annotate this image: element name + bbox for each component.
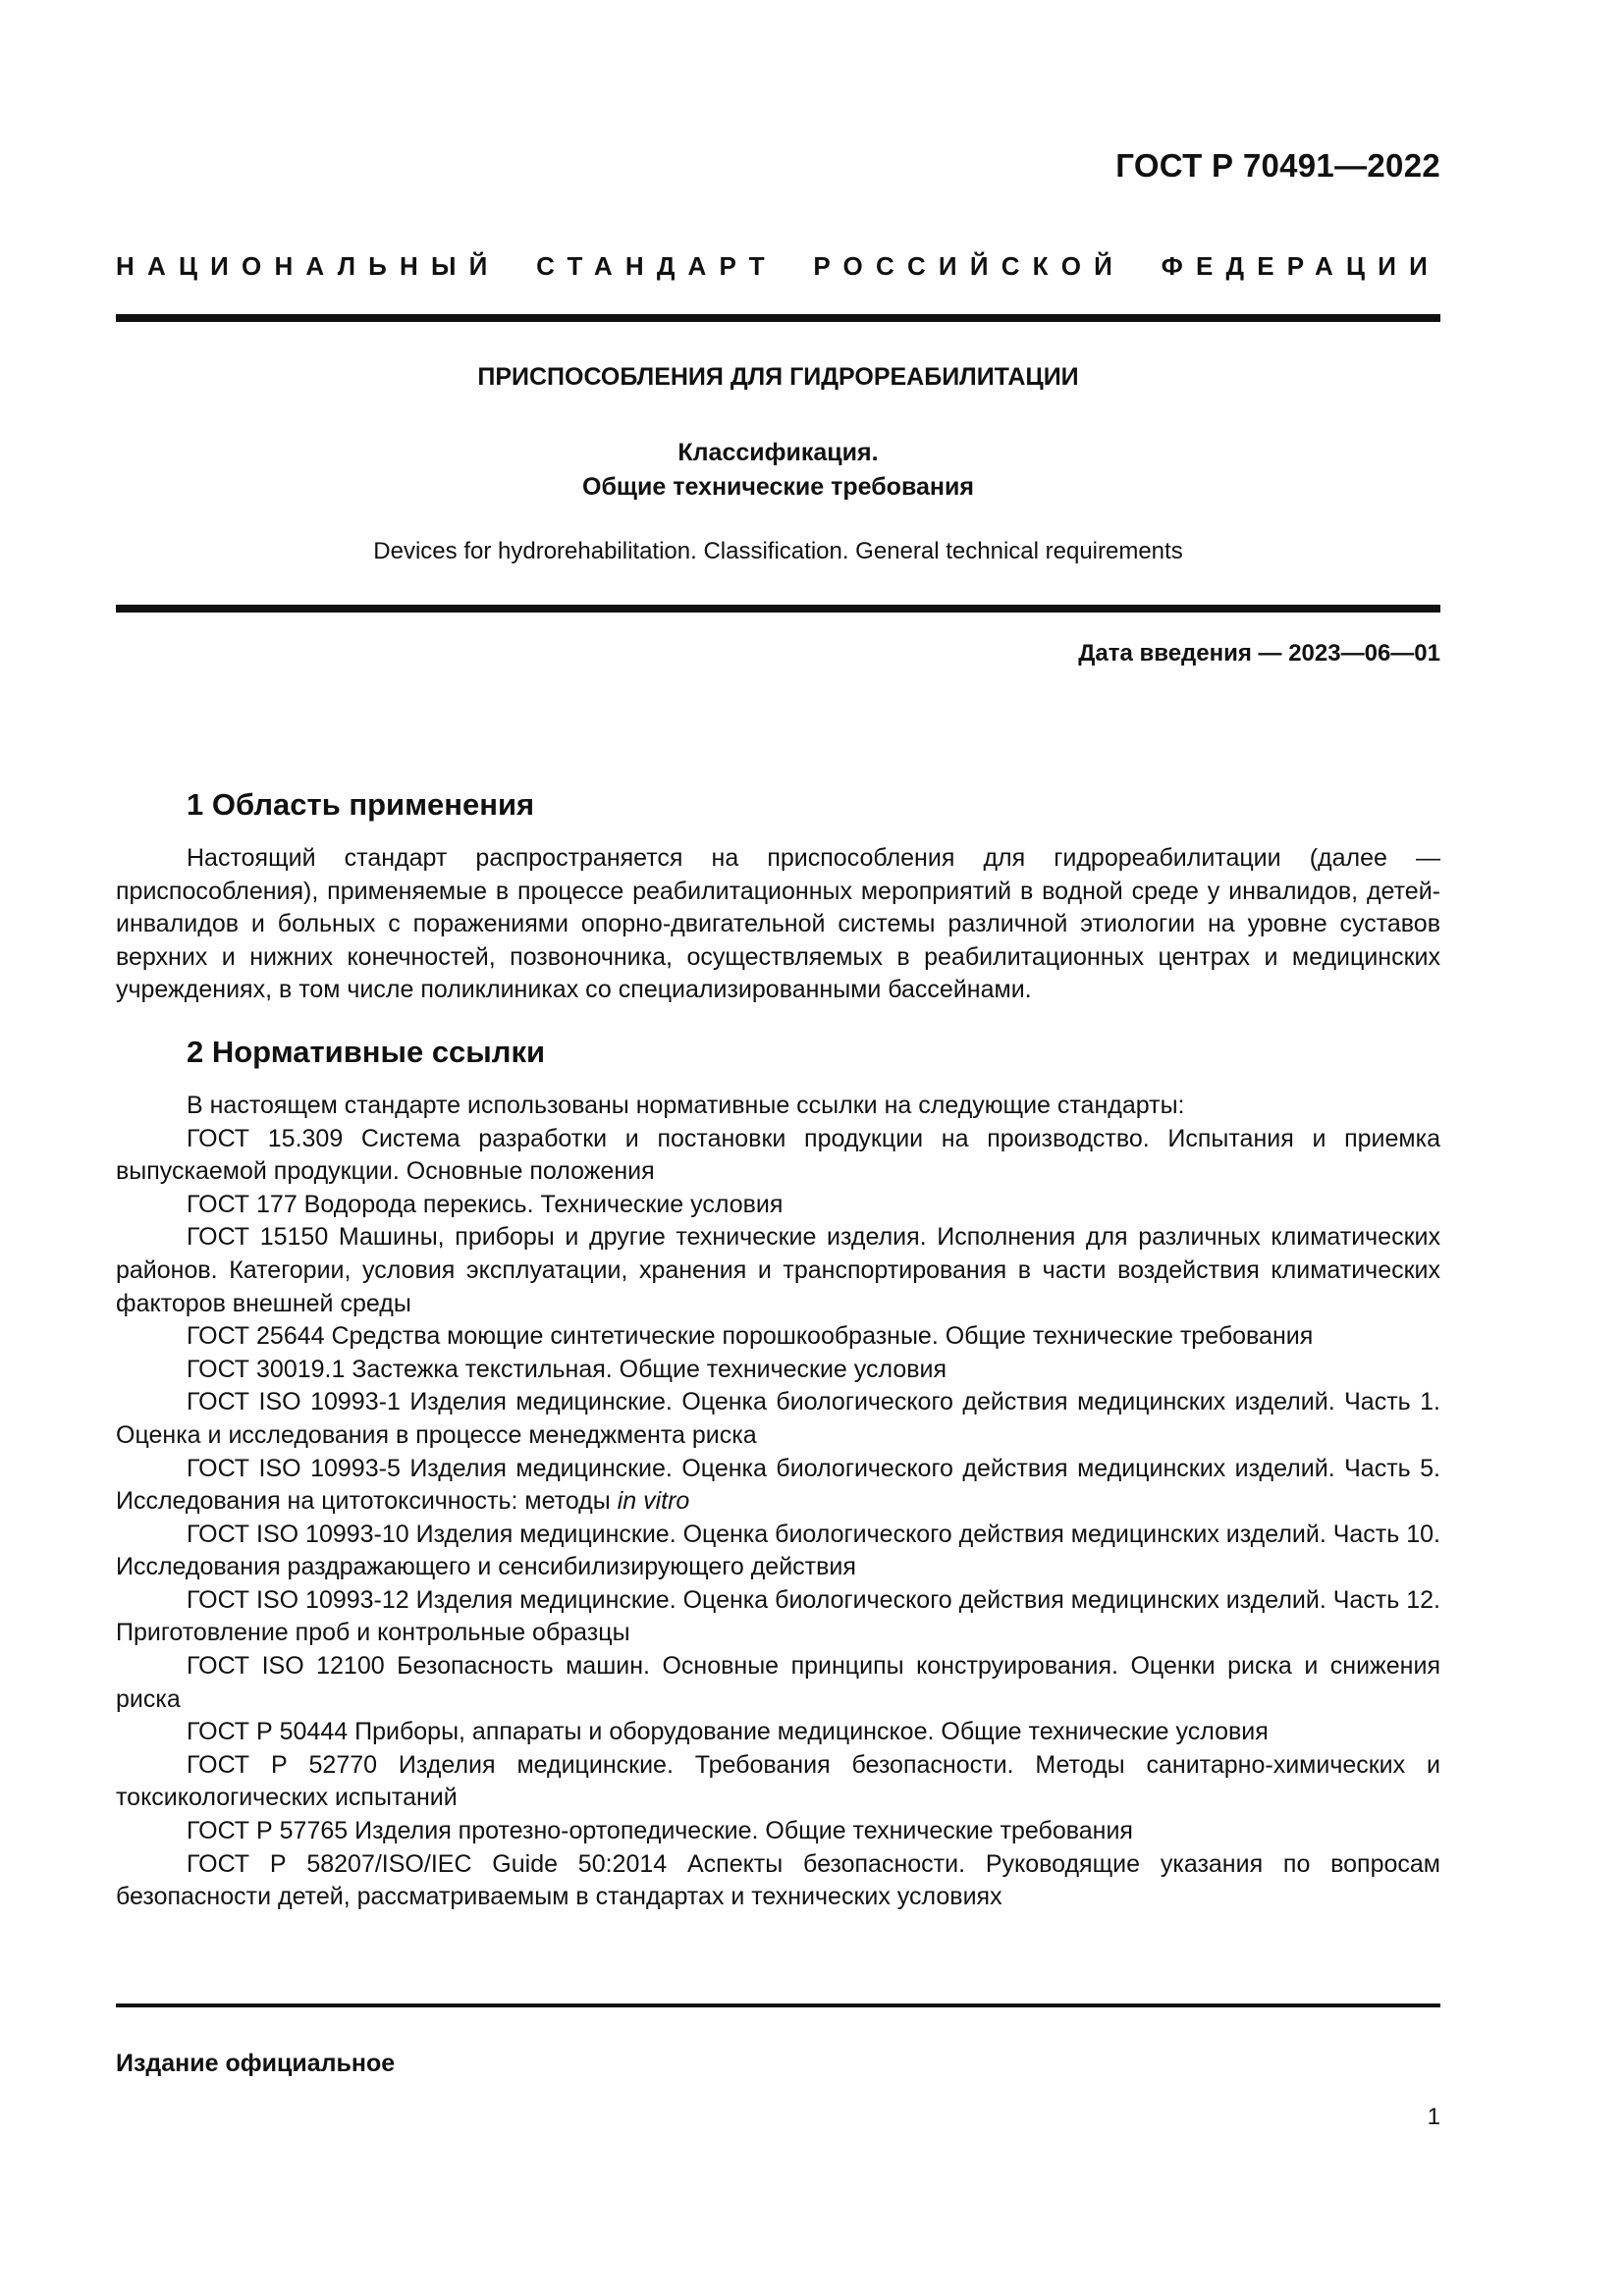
introduction-date: Дата введения — 2023—06—01 <box>1078 640 1440 667</box>
document-body <box>116 785 1440 1914</box>
document-title: ПРИСПОСОБЛЕНИЯ ДЛЯ ГИДРОРЕАБИЛИТАЦИИ <box>477 363 1079 391</box>
top-divider <box>116 314 1440 322</box>
subtitle-line-2: Общие технические требования <box>582 473 974 501</box>
reference-item: ГОСТ ISO 10993-12 Изделия медицинские. Оценка биологического действия медицинских изделий. Часть 12. Приготовление проб и контрольные образцы <box>116 1585 1440 1647</box>
official-edition-label: Издание официальное <box>116 2050 396 2077</box>
reference-item: ГОСТ ISO 10993-10 Изделия медицинские. Оценка биологического действия медицинских изделий. Часть 10. Исследования раздражающего и сенсибилизирующего действия <box>116 1520 1440 1581</box>
reference-item: ГОСТ 15.309 Система разработки и постановки продукции на производство. Испытания и приемка выпускаемой продукции. Основные положения <box>116 1124 1440 1186</box>
references-intro: В настоящем стандарте использованы нормативные ссылки на следующие стандарты: <box>187 1091 1185 1119</box>
in-vitro-term: in vitro <box>617 1487 690 1516</box>
reference-item: ГОСТ Р 50444 Приборы, аппараты и оборудование медицинское. Общие технические условия <box>187 1718 1269 1746</box>
page-number: 1 <box>1427 2104 1440 2130</box>
reference-item: ГОСТ 30019.1 Застежка текстильная. Общие технические условия <box>187 1355 947 1383</box>
reference-item: ГОСТ Р 57765 Изделия протезно-ортопедические. Общие технические требования <box>187 1817 1133 1845</box>
middle-divider <box>116 605 1440 613</box>
english-title: Devices for hydrorehabilitation. Classification. General technical requirements <box>373 538 1183 564</box>
reference-item: ГОСТ 25644 Средства моющие синтетические порошкообразные. Общие технические требования <box>187 1322 1314 1351</box>
reference-item: ГОСТ 15150 Машины, приборы и другие технические изделия. Исполнения для различных климатических районов. Категории, условия эксплуатации, хранения и транспортирования в части воздействия климатических факторов внешней среды <box>116 1223 1440 1317</box>
scope-paragraph: Настоящий стандарт распространяется на приспособления для гидрореабилитации (далее — приспособления), применяемые в процессе реабилитационных мероприятий в водной среде у инвалидов, детей-инвалидов и больных с поражениями опорно-двигательной системы различной этиологии на уровне суставов верхних и нижних конечностей, позвоночника, осуществляемых в реабилитационных центрах и медицинских учреждениях, в том числе поликлиниках со специализированными бассейнами. <box>116 844 1440 1004</box>
reference-item <box>116 1453 1440 1519</box>
subtitle-line-1: Классификация. <box>677 439 879 466</box>
reference-item: ГОСТ 177 Водорода перекись. Технические условия <box>187 1190 784 1218</box>
section-heading-references: 2 Нормативные ссылки <box>187 1034 546 1069</box>
reference-item: ГОСТ ISO 10993-1 Изделия медицинские. Оценка биологического действия медицинских изделий. Часть 1. Оценка и исследования в процессе менеджмента риска <box>116 1388 1440 1449</box>
reference-item: ГОСТ Р 58207/ISO/IEC Guide 50:2014 Аспекты безопасности. Руководящие указания по вопросам безопасности детей, рассматриваемым в стандартах и технических условиях <box>116 1849 1440 1911</box>
reference-item: ГОСТ ISO 12100 Безопасность машин. Основные принципы конструирования. Оценки риска и снижения риска <box>116 1652 1440 1713</box>
national-standard-banner: НАЦИОНАЛЬНЫЙ СТАНДАРТ РОССИЙСКОЙ ФЕДЕРАЦИИ <box>116 251 1440 281</box>
reference-item: ГОСТ Р 52770 Изделия медицинские. Требования безопасности. Методы санитарно-химических и токсикологических испытаний <box>116 1750 1440 1812</box>
reference-item-text: ГОСТ ISO 10993-5 Изделия медицинские. Оценка биологического действия медицинских изделий. Часть 5. Исследования на цитотоксичность: методы <box>116 1454 1440 1516</box>
document-number: ГОСТ Р 70491—2022 <box>1115 147 1440 184</box>
section-heading-scope: 1 Область применения <box>187 787 535 822</box>
footer-divider <box>116 2003 1440 2007</box>
document-subtitle <box>116 436 1440 505</box>
